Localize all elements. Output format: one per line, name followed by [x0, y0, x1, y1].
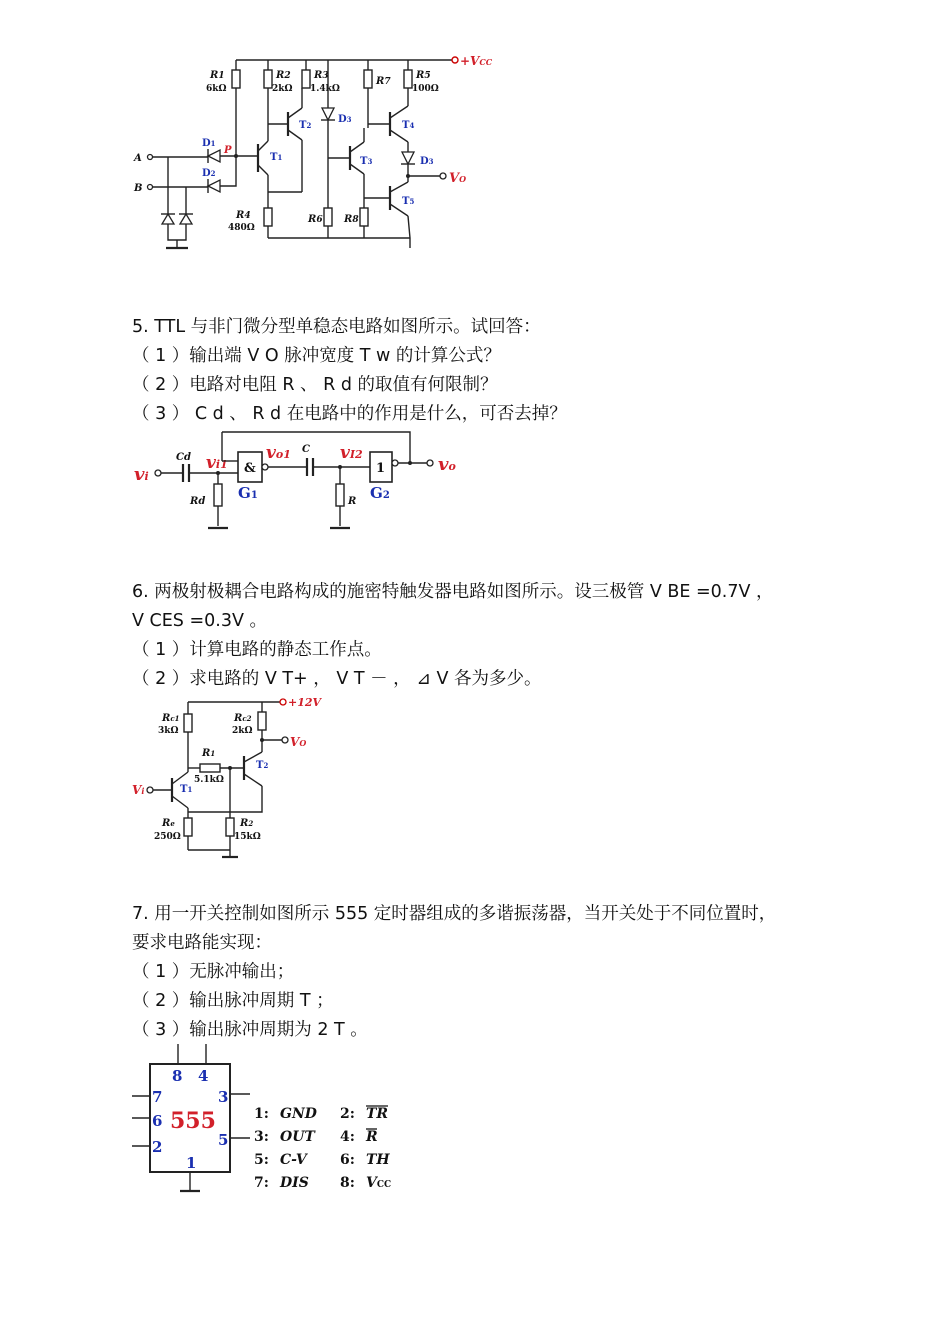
svg-text:1:: 1:: [254, 1106, 269, 1122]
svg-text:3:: 3:: [254, 1129, 269, 1145]
svg-text:555: 555: [170, 1108, 216, 1134]
svg-text:T5: T5: [402, 196, 415, 207]
svg-text:+12V: +12V: [288, 696, 322, 709]
svg-text:G1: G1: [238, 484, 258, 502]
question-6: [132, 578, 774, 694]
svg-text:4:: 4:: [340, 1129, 355, 1145]
svg-text:vi1: vi1: [206, 453, 228, 473]
svg-text:3: 3: [218, 1088, 229, 1106]
svg-text:8: 8: [172, 1067, 183, 1085]
schmitt-trigger-circuit-diagram: [130, 692, 350, 862]
r1-label: R1: [210, 70, 225, 81]
svg-text:vI2: vI2: [340, 443, 363, 463]
svg-text:R5: R5: [416, 70, 431, 81]
svg-text:GND: GND: [280, 1106, 317, 1122]
q7-line-2: 要求电路能实现：: [132, 933, 272, 953]
svg-text:D3: D3: [338, 114, 352, 125]
svg-text:Rd: Rd: [190, 496, 206, 507]
q6-line-2: V CES =0.3V 。: [132, 611, 268, 631]
svg-text:&: &: [244, 461, 256, 476]
svg-text:7: 7: [152, 1088, 163, 1106]
svg-text:R4: R4: [236, 210, 251, 221]
svg-text:15kΩ: 15kΩ: [234, 832, 261, 842]
svg-text:R8: R8: [344, 214, 359, 225]
svg-text:vo1: vo1: [266, 443, 291, 463]
svg-text:VO: VO: [449, 171, 467, 186]
svg-text:vo: vo: [438, 454, 456, 475]
svg-text:2kΩ: 2kΩ: [232, 726, 253, 736]
svg-text:R6: R6: [308, 214, 323, 225]
question-5: [132, 313, 567, 429]
question-7: [132, 900, 776, 1045]
svg-text:VO: VO: [290, 735, 307, 749]
q6-line-4: （ 2 ）求电路的 V T+ ， V T － ， ⊿ V 各为多少。: [132, 669, 542, 689]
svg-text:T2: T2: [256, 760, 269, 771]
svg-text:Cd: Cd: [176, 452, 191, 463]
svg-text:C-V: C-V: [280, 1152, 307, 1168]
svg-text:3kΩ: 3kΩ: [158, 726, 179, 736]
svg-text:6:: 6:: [340, 1152, 355, 1168]
q6-line-1: 6. 两极射极耦合电路构成的施密特触发器电路如图所示。设三极管 V BE =0.7V ，: [132, 582, 774, 602]
svg-text:480Ω: 480Ω: [228, 223, 255, 233]
svg-text:2: 2: [152, 1138, 163, 1156]
svg-text:G2: G2: [370, 484, 390, 502]
svg-text:R: R: [366, 1129, 378, 1145]
q7-line-4: （ 2 ）输出脉冲周期 T ；: [132, 991, 334, 1011]
svg-text:T1: T1: [180, 784, 193, 795]
svg-text:P: P: [224, 145, 232, 156]
q5-line-3: （ 2 ）电路对电阻 R 、 R d 的取值有何限制？: [132, 375, 498, 395]
ttl-gate-circuit-diagram: [128, 48, 508, 258]
svg-text:6kΩ: 6kΩ: [206, 84, 227, 94]
svg-text:A: A: [134, 153, 142, 164]
svg-text:R2: R2: [276, 70, 291, 81]
svg-text:D1: D1: [202, 138, 216, 149]
svg-text:R7: R7: [376, 76, 391, 87]
svg-text:D2: D2: [202, 168, 216, 179]
svg-text:6: 6: [152, 1112, 163, 1130]
q5-line-1: 5. TTL 与非门微分型单稳态电路如图所示。试回答：: [132, 317, 541, 337]
svg-text:DIS: DIS: [280, 1175, 309, 1191]
svg-text:8:: 8:: [340, 1175, 355, 1191]
timer-555-pinout-diagram: [130, 1042, 410, 1198]
svg-text:5: 5: [218, 1131, 229, 1149]
svg-text:R1: R1: [202, 748, 216, 759]
svg-text:2:: 2:: [340, 1106, 355, 1122]
svg-text:4: 4: [198, 1067, 209, 1085]
svg-text:D3: D3: [420, 156, 434, 167]
svg-text:+VCC: +VCC: [460, 54, 493, 68]
q5-line-4: （ 3 ） C d 、 R d 在电路中的作用是什么，可否去掉？: [132, 404, 567, 424]
svg-text:Rc2: Rc2: [234, 713, 252, 724]
svg-text:1.4kΩ: 1.4kΩ: [310, 84, 340, 94]
svg-text:2kΩ: 2kΩ: [272, 84, 293, 94]
svg-text:TR: TR: [366, 1106, 389, 1122]
svg-text:1: 1: [376, 461, 386, 476]
q7-line-5: （ 3 ）输出脉冲周期为 2 T 。: [132, 1020, 368, 1040]
svg-text:VCC: VCC: [366, 1175, 392, 1191]
monostable-circuit-diagram: [130, 428, 470, 536]
q7-line-3: （ 1 ）无脉冲输出；: [132, 962, 295, 982]
svg-text:1: 1: [186, 1154, 197, 1172]
svg-text:C: C: [302, 444, 310, 455]
svg-text:100Ω: 100Ω: [412, 84, 439, 94]
q7-line-1: 7. 用一开关控制如图所示 555 定时器组成的多谐振荡器，当开关处于不同位置时，: [132, 904, 777, 924]
svg-text:5:: 5:: [254, 1152, 269, 1168]
svg-text:250Ω: 250Ω: [154, 832, 181, 842]
svg-text:OUT: OUT: [280, 1129, 315, 1145]
svg-text:Re: Re: [162, 818, 175, 829]
svg-text:R2: R2: [240, 818, 254, 829]
svg-text:T3: T3: [360, 156, 373, 167]
svg-text:T2: T2: [299, 120, 312, 131]
svg-text:Vi: Vi: [132, 783, 145, 797]
q5-line-2: （ 1 ）输出端 V O 脉冲宽度 T w 的计算公式？: [132, 346, 501, 366]
svg-text:5.1kΩ: 5.1kΩ: [194, 775, 224, 785]
svg-text:B: B: [134, 183, 143, 194]
svg-text:Rc1: Rc1: [162, 713, 180, 724]
svg-text:T4: T4: [402, 120, 415, 131]
svg-text:T1: T1: [270, 152, 283, 163]
svg-text:vi: vi: [134, 464, 149, 485]
svg-text:7:: 7:: [254, 1175, 269, 1191]
svg-text:R: R: [348, 496, 357, 507]
svg-text:TH: TH: [366, 1152, 390, 1168]
svg-text:R3: R3: [314, 70, 329, 81]
q6-line-3: （ 1 ）计算电路的静态工作点。: [132, 640, 382, 660]
